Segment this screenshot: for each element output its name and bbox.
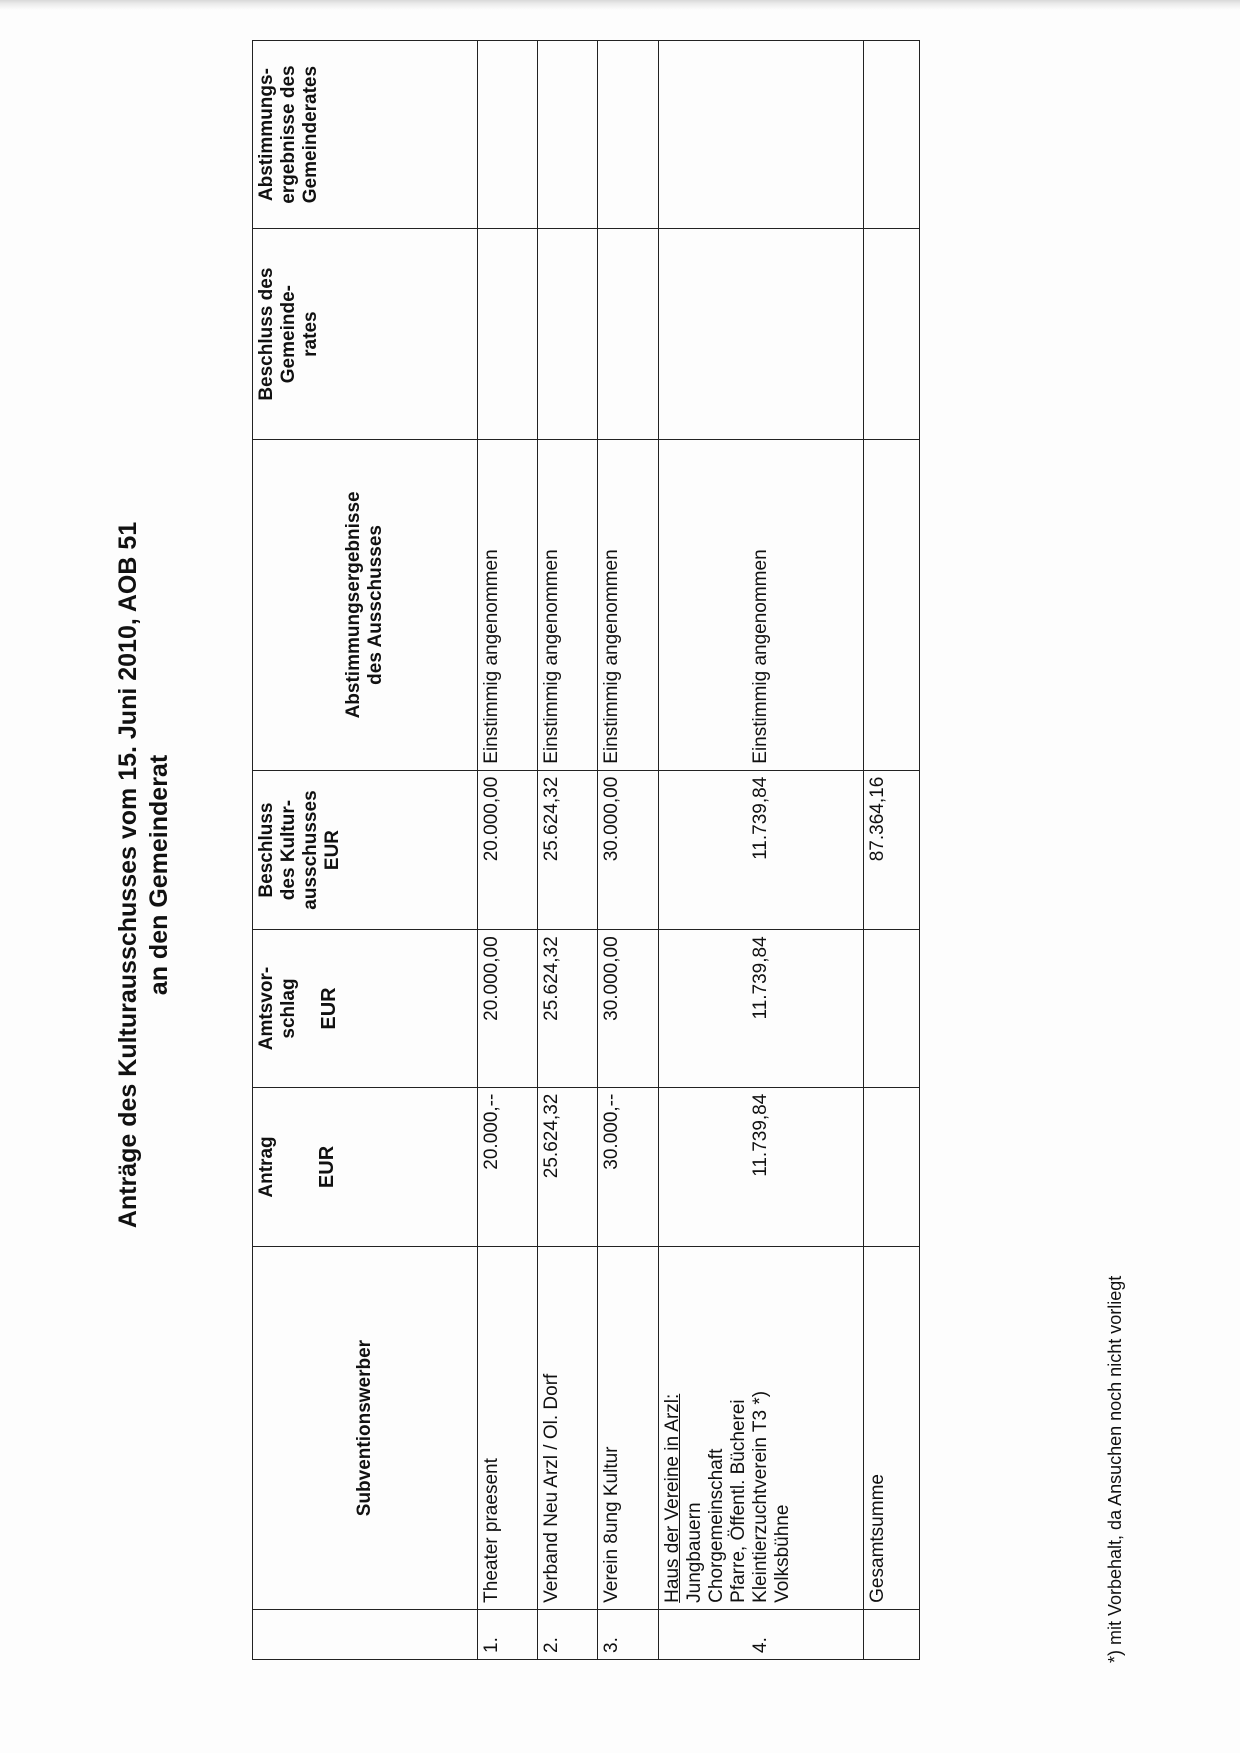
total-nr <box>863 1609 919 1659</box>
header-antrag-label: Antrag <box>256 1136 277 1198</box>
document-title <box>113 35 175 1715</box>
header-beschluss-gr-line2: Gemeinde- <box>278 285 299 384</box>
header-abstimmung-ka-line1: Abstimmungsergebnisse <box>342 491 364 719</box>
row-antrag: 11.739,84 <box>658 1087 863 1247</box>
header-beschluss-ka-line2: des Kultur- <box>278 799 299 901</box>
title-line-2: an den Gemeinderat <box>145 754 173 996</box>
total-beschluss-gr <box>863 229 919 440</box>
header-nr <box>253 1609 478 1659</box>
scan-edge <box>0 0 1240 10</box>
row-name-line: Jungbauern <box>683 1502 705 1603</box>
row-beschluss: 20.000,00 <box>477 770 537 930</box>
total-abstimmung <box>863 440 919 771</box>
header-abstimmung-ka <box>253 440 478 771</box>
table-row <box>538 41 598 1660</box>
header-abstimmung-gr-line1: Abstimmungs- <box>256 68 277 202</box>
header-subventionswerber: Subventionswerber <box>253 1247 478 1610</box>
row-beschluss-gr <box>598 229 658 440</box>
row-antrag: 30.000,-- <box>598 1087 658 1247</box>
header-beschluss-ka-line1: Beschluss <box>256 802 277 898</box>
table-total-row <box>863 41 919 1660</box>
row-amtsvorschlag: 25.624,32 <box>538 930 598 1087</box>
row-beschluss-gr <box>538 229 598 440</box>
header-abstimmung-gr-line2: ergebnisse des <box>278 65 299 204</box>
row-beschluss-gr <box>477 229 537 440</box>
row-name-line: Chorgemeinschaft <box>705 1448 727 1603</box>
subsidy-table <box>252 40 920 1660</box>
row-name: Verband Neu Arzl / Ol. Dorf <box>538 1247 598 1610</box>
table-row <box>658 41 863 1660</box>
total-label: Gesamtsumme <box>863 1247 919 1610</box>
header-abstimmung-ka-line2: des Ausschusses <box>364 525 386 685</box>
total-amtsvorschlag <box>863 930 919 1087</box>
header-beschluss-gr-line3: rates <box>300 311 321 357</box>
header-beschluss-gr <box>253 229 478 440</box>
header-amtsvorschlag <box>253 930 478 1087</box>
header-beschluss-ka <box>253 770 478 930</box>
header-amtsvorschlag-unit: EUR <box>318 987 340 1030</box>
row-beschluss: 11.739,84 <box>658 770 863 930</box>
title-line-1: Anträge des Kulturausschusses vom 15. Juni 2010, AOB 51 <box>114 521 142 1229</box>
row-amtsvorschlag: 11.739,84 <box>658 930 863 1087</box>
total-value: 87.364,16 <box>863 770 919 930</box>
header-abstimmung-gr <box>253 41 478 229</box>
row-antrag: 25.624,32 <box>538 1087 598 1247</box>
header-amtsvorschlag-line1: Amtsvor- <box>256 966 277 1051</box>
row-name-line: Pfarre, Öffentl. Bücherei <box>727 1399 749 1603</box>
row-amtsvorschlag: 30.000,00 <box>598 930 658 1087</box>
row-name: Verein 8ung Kultur <box>598 1247 658 1610</box>
row-nr: 1. <box>477 1609 537 1659</box>
header-beschluss-ka-unit: EUR <box>322 829 343 871</box>
row-beschluss-gr <box>658 229 863 440</box>
row-abstimmung-gr <box>477 41 537 229</box>
row-name-heading: Haus der Vereine in Arzl: <box>661 1393 683 1603</box>
header-beschluss-gr-line1: Beschluss des <box>256 267 277 401</box>
table-row <box>477 41 537 1660</box>
total-abstimmung-gr <box>863 41 919 229</box>
row-nr: 2. <box>538 1609 598 1659</box>
row-abstimmung: Einstimmig angenommen <box>538 440 598 771</box>
header-antrag-unit: EUR <box>316 1145 338 1189</box>
row-abstimmung: Einstimmig angenommen <box>658 440 863 771</box>
header-antrag <box>253 1087 478 1247</box>
total-antrag <box>863 1087 919 1247</box>
table-row <box>598 41 658 1660</box>
row-nr: 4. <box>658 1609 863 1659</box>
row-nr: 3. <box>598 1609 658 1659</box>
row-name-line: Kleintierzuchtverein T3 *) <box>749 1390 771 1603</box>
row-abstimmung-gr <box>658 41 863 229</box>
row-name-group <box>658 1247 863 1610</box>
rotated-page <box>65 35 1175 1715</box>
table-header-row <box>253 41 478 1660</box>
header-abstimmung-gr-line3: Gemeinderates <box>300 65 321 204</box>
row-name: Theater praesent <box>477 1247 537 1610</box>
row-beschluss: 30.000,00 <box>598 770 658 930</box>
header-amtsvorschlag-line2: schlag <box>278 978 299 1039</box>
row-abstimmung-gr <box>598 41 658 229</box>
row-abstimmung: Einstimmig angenommen <box>477 440 537 771</box>
row-beschluss: 25.624,32 <box>538 770 598 930</box>
footnote: *) mit Vorbehalt, da Ansuchen noch nicht vorliegt <box>1105 1275 1125 1663</box>
row-abstimmung: Einstimmig angenommen <box>598 440 658 771</box>
row-amtsvorschlag: 20.000,00 <box>477 930 537 1087</box>
row-name-line: Volksbühne <box>771 1504 793 1603</box>
header-beschluss-ka-line3: ausschusses <box>300 790 321 910</box>
row-abstimmung-gr <box>538 41 598 229</box>
row-antrag: 20.000,-- <box>477 1087 537 1247</box>
